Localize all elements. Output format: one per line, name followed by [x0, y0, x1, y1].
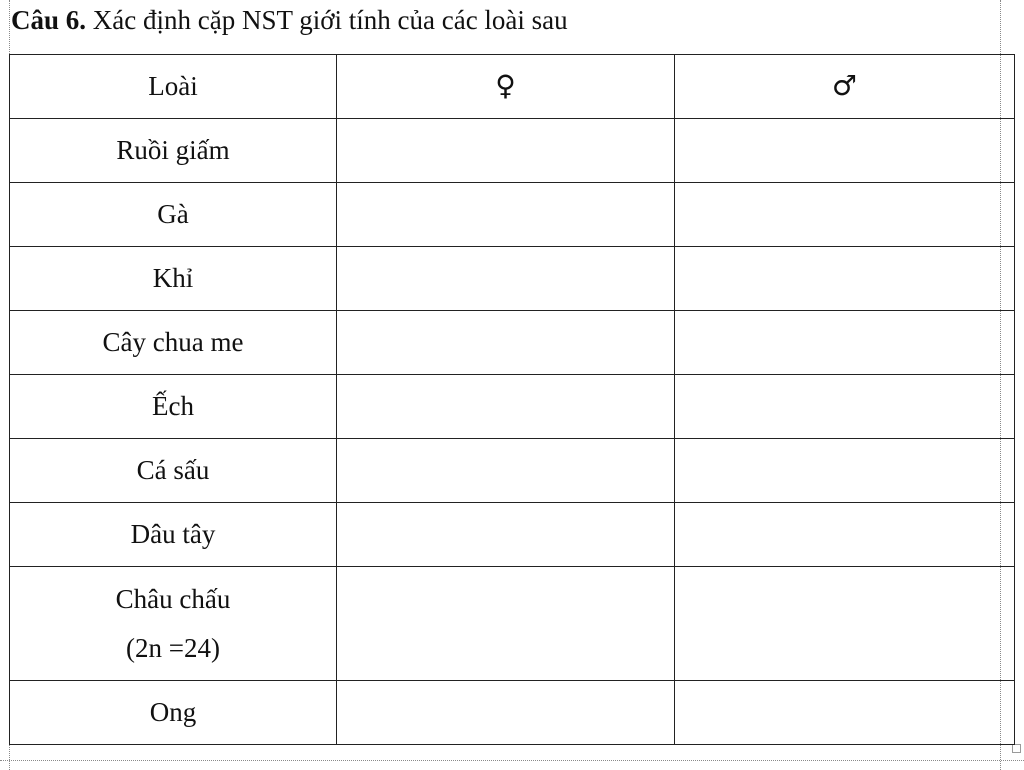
table-row [10, 183, 1015, 247]
page-margin-guide-bottom [0, 760, 1024, 761]
female-answer-cell[interactable] [337, 567, 675, 681]
sex-chromosome-table [9, 54, 1015, 745]
female-answer-cell[interactable] [337, 503, 675, 567]
question-number: Câu 6. [11, 5, 87, 35]
table-row [10, 681, 1015, 745]
table-header-row [10, 55, 1015, 119]
table-row [10, 375, 1015, 439]
species-note: (2n =24) [126, 632, 220, 663]
male-answer-cell[interactable] [675, 183, 1015, 247]
female-symbol-icon: ♀ [495, 69, 516, 102]
female-answer-cell[interactable] [337, 681, 675, 745]
male-symbol-icon: ♂ [831, 69, 858, 102]
table-row [10, 567, 1015, 681]
female-answer-cell[interactable] [337, 119, 675, 183]
table-row [10, 247, 1015, 311]
species-cell: Gà [10, 183, 337, 247]
species-name: Châu chấu [115, 583, 231, 614]
species-cell: Dâu tây [10, 503, 337, 567]
species-cell: Khỉ [10, 247, 337, 311]
female-answer-cell[interactable] [337, 183, 675, 247]
male-answer-cell[interactable] [675, 311, 1015, 375]
male-answer-cell[interactable] [675, 567, 1015, 681]
species-cell: Cá sấu [10, 439, 337, 503]
male-answer-cell[interactable] [675, 439, 1015, 503]
female-answer-cell[interactable] [337, 375, 675, 439]
species-cell: Ếch [10, 375, 337, 439]
header-female-cell [337, 55, 675, 119]
male-answer-cell[interactable] [675, 375, 1015, 439]
table-row [10, 503, 1015, 567]
table-row [10, 439, 1015, 503]
header-species: Loài [10, 55, 337, 119]
male-answer-cell[interactable] [675, 247, 1015, 311]
question-text: Xác định cặp NST giới tính của các loài sau [92, 5, 568, 35]
header-male-cell [675, 55, 1015, 119]
female-answer-cell[interactable] [337, 247, 675, 311]
question-heading [11, 3, 568, 37]
table-row [10, 119, 1015, 183]
male-answer-cell[interactable] [675, 681, 1015, 745]
female-answer-cell[interactable] [337, 439, 675, 503]
species-cell [10, 567, 337, 681]
male-answer-cell[interactable] [675, 119, 1015, 183]
species-cell: Cây chua me [10, 311, 337, 375]
table-resize-handle[interactable] [1012, 744, 1021, 753]
species-cell: Ong [10, 681, 337, 745]
male-answer-cell[interactable] [675, 503, 1015, 567]
table-row [10, 311, 1015, 375]
female-answer-cell[interactable] [337, 311, 675, 375]
species-cell: Ruồi giấm [10, 119, 337, 183]
